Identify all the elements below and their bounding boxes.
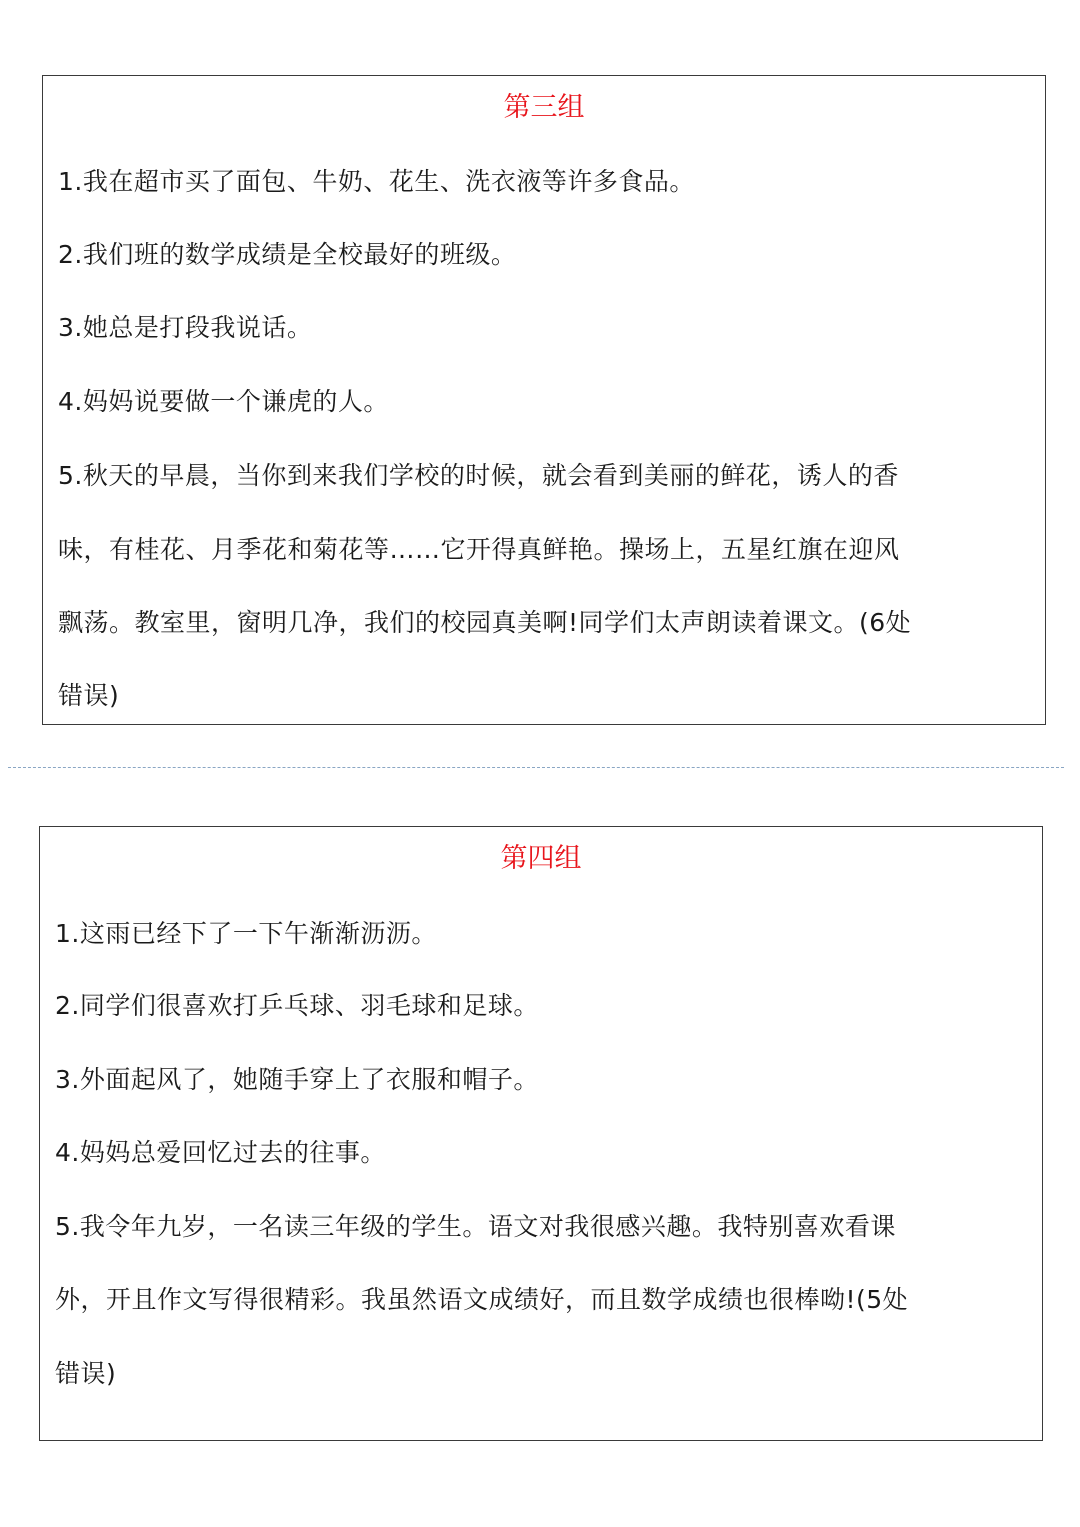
paragraph-line-1: 5.我令年九岁，一名读三年级的学生。语文对我很感兴趣。我特别喜欢看课 (55, 1212, 896, 1241)
exercise-box-group-3 (42, 75, 1046, 725)
paragraph-line-2: 味，有桂花、月季花和菊花等……它开得真鲜艳。操场上，五星红旗在迎风 (58, 535, 900, 564)
sentence-2: 2.同学们很喜欢打乒乓球、羽毛球和足球。 (55, 991, 539, 1020)
sentence-4: 4.妈妈总爱回忆过去的往事。 (55, 1138, 386, 1167)
dashed-divider (8, 767, 1064, 768)
paragraph-line-3: 飘荡。教室里，窗明几净，我们的校园真美啊!同学们太声朗读着课文。(6处 (58, 608, 912, 637)
group-title: 第四组 (500, 843, 582, 874)
sentence-3: 3.她总是打段我说话。 (58, 313, 313, 342)
paragraph-line-4: 错误) (58, 681, 120, 710)
sentence-3: 3.外面起风了，她随手穿上了衣服和帽子。 (55, 1065, 539, 1094)
paragraph-line-1: 5.秋天的早晨，当你到来我们学校的时候，就会看到美丽的鲜花，诱人的香 (58, 461, 899, 490)
sentence-1: 1.我在超市买了面包、牛奶、花生、洗衣液等许多食品。 (58, 167, 695, 196)
group-title: 第三组 (503, 92, 585, 123)
paragraph-line-3: 错误) (55, 1359, 117, 1388)
sentence-4: 4.妈妈说要做一个谦虎的人。 (58, 387, 389, 416)
sentence-1: 1.这雨已经下了一下午渐渐沥沥。 (55, 919, 437, 948)
paragraph-line-2: 外，开且作文写得很精彩。我虽然语文成绩好，而且数学成绩也很棒呦!(5处 (55, 1285, 909, 1314)
exercise-box-group-4 (39, 826, 1043, 1441)
sentence-2: 2.我们班的数学成绩是全校最好的班级。 (58, 240, 517, 269)
